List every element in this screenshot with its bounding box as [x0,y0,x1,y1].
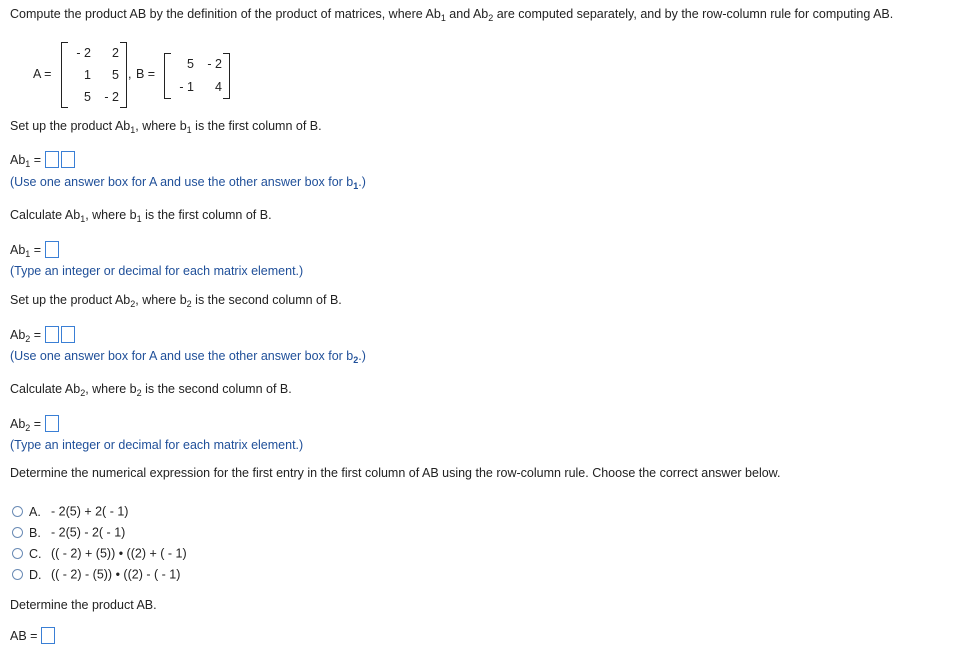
option-expression: (( - 2) + (5)) • ((2) + ( - 1) [51,546,187,561]
ab1-setup-hint: (Use one answer box for A and use the other answer box for $b_1$.) [10,175,366,191]
calc-ab1-prompt: Calculate $Ab_1$, where $b_1$ is the first column of B. [10,208,272,224]
matrix-b-cell: 4 [215,80,222,94]
ab2-calc-row [10,415,61,432]
option-b[interactable] [12,525,125,540]
matrix-a-label: A = [33,67,52,81]
matrix-separator: , [128,67,132,81]
option-expression: - 2(5) + 2( - 1) [51,504,129,519]
ab2-setup-hint: (Use one answer box for A and use the other answer box for $b_2$.) [10,349,366,365]
option-a[interactable] [12,504,128,519]
ab1-result-input[interactable] [45,241,59,258]
matrix-a-cell: - 2 [104,90,119,104]
ab1-setup-vector-input[interactable] [61,151,75,168]
ab1-calc-hint: (Type an integer or decimal for each matrix element.) [10,264,304,278]
ab2-setup-row [10,326,77,343]
option-expression: (( - 2) - (5)) • ((2) - ( - 1) [51,567,181,582]
setup-ab2-prompt: Set up the product $Ab_2$, where $b_2$ is the second column of B. [10,293,342,309]
matrix-b-cell: 5 [187,57,194,71]
option-letter: C. [29,546,42,561]
instruction-text: Compute the product AB by the definition of the product of matrices, where $Ab_1$ and $Ab_2$ are computed separately, and by the row-column rule for computing AB. [10,7,894,23]
matrix-a-cell: 1 [84,68,91,82]
matrix-b [164,53,230,99]
matrix-a-right-bracket [120,42,127,108]
ab1-setup-row [10,151,77,168]
setup-ab1-prompt: Set up the product $Ab_1$, where $b_1$ is the first column of B. [10,119,322,135]
ab-result-input[interactable] [41,627,55,644]
ab1-calc-row [10,241,61,258]
option-expression: - 2(5) - 2( - 1) [51,525,126,540]
ab2-setup-matrix-input[interactable] [45,326,59,343]
matrix-a-cell: 2 [112,46,119,60]
matrix-b-right-bracket [223,53,230,99]
ab1-label: $Ab_1$ = [10,242,42,259]
product-ab-prompt: Determine the product AB. [10,598,157,612]
option-letter: A. [29,504,41,519]
matrix-a-left-bracket [61,42,68,108]
matrix-a-cell: 5 [112,68,119,82]
ab-label: AB = [10,628,38,643]
matrix-b-cell: - 2 [207,57,222,71]
ab1-setup-matrix-input[interactable] [45,151,59,168]
calc-ab2-prompt: Calculate $Ab_2$, where $b_2$ is the second column of B. [10,382,292,398]
ab2-setup-vector-input[interactable] [61,326,75,343]
ab2-label: $Ab_2$ = [10,327,42,344]
radio-icon[interactable] [12,506,23,517]
option-d[interactable] [12,567,180,582]
matrix-b-cell: - 1 [179,80,194,94]
matrix-b-label: B = [136,67,156,81]
option-letter: B. [29,525,41,540]
ab2-calc-hint: (Type an integer or decimal for each matrix element.) [10,438,304,452]
matrix-a-cell: - 2 [76,46,91,60]
radio-icon[interactable] [12,548,23,559]
ab2-label: $Ab_2$ = [10,416,42,433]
option-c[interactable] [12,546,187,561]
row-column-question: Determine the numerical expression for the first entry in the first column of AB using the row-column rule. Choose the correct answer below. [10,466,781,480]
ab2-result-input[interactable] [45,415,59,432]
radio-icon[interactable] [12,569,23,580]
matrix-a-cell: 5 [84,90,91,104]
matrix-b-left-bracket [164,53,171,99]
radio-icon[interactable] [12,527,23,538]
ab-row [10,627,57,644]
ab1-label: $Ab_1$ = [10,152,42,169]
matrix-a [61,42,127,108]
option-letter: D. [29,567,42,582]
